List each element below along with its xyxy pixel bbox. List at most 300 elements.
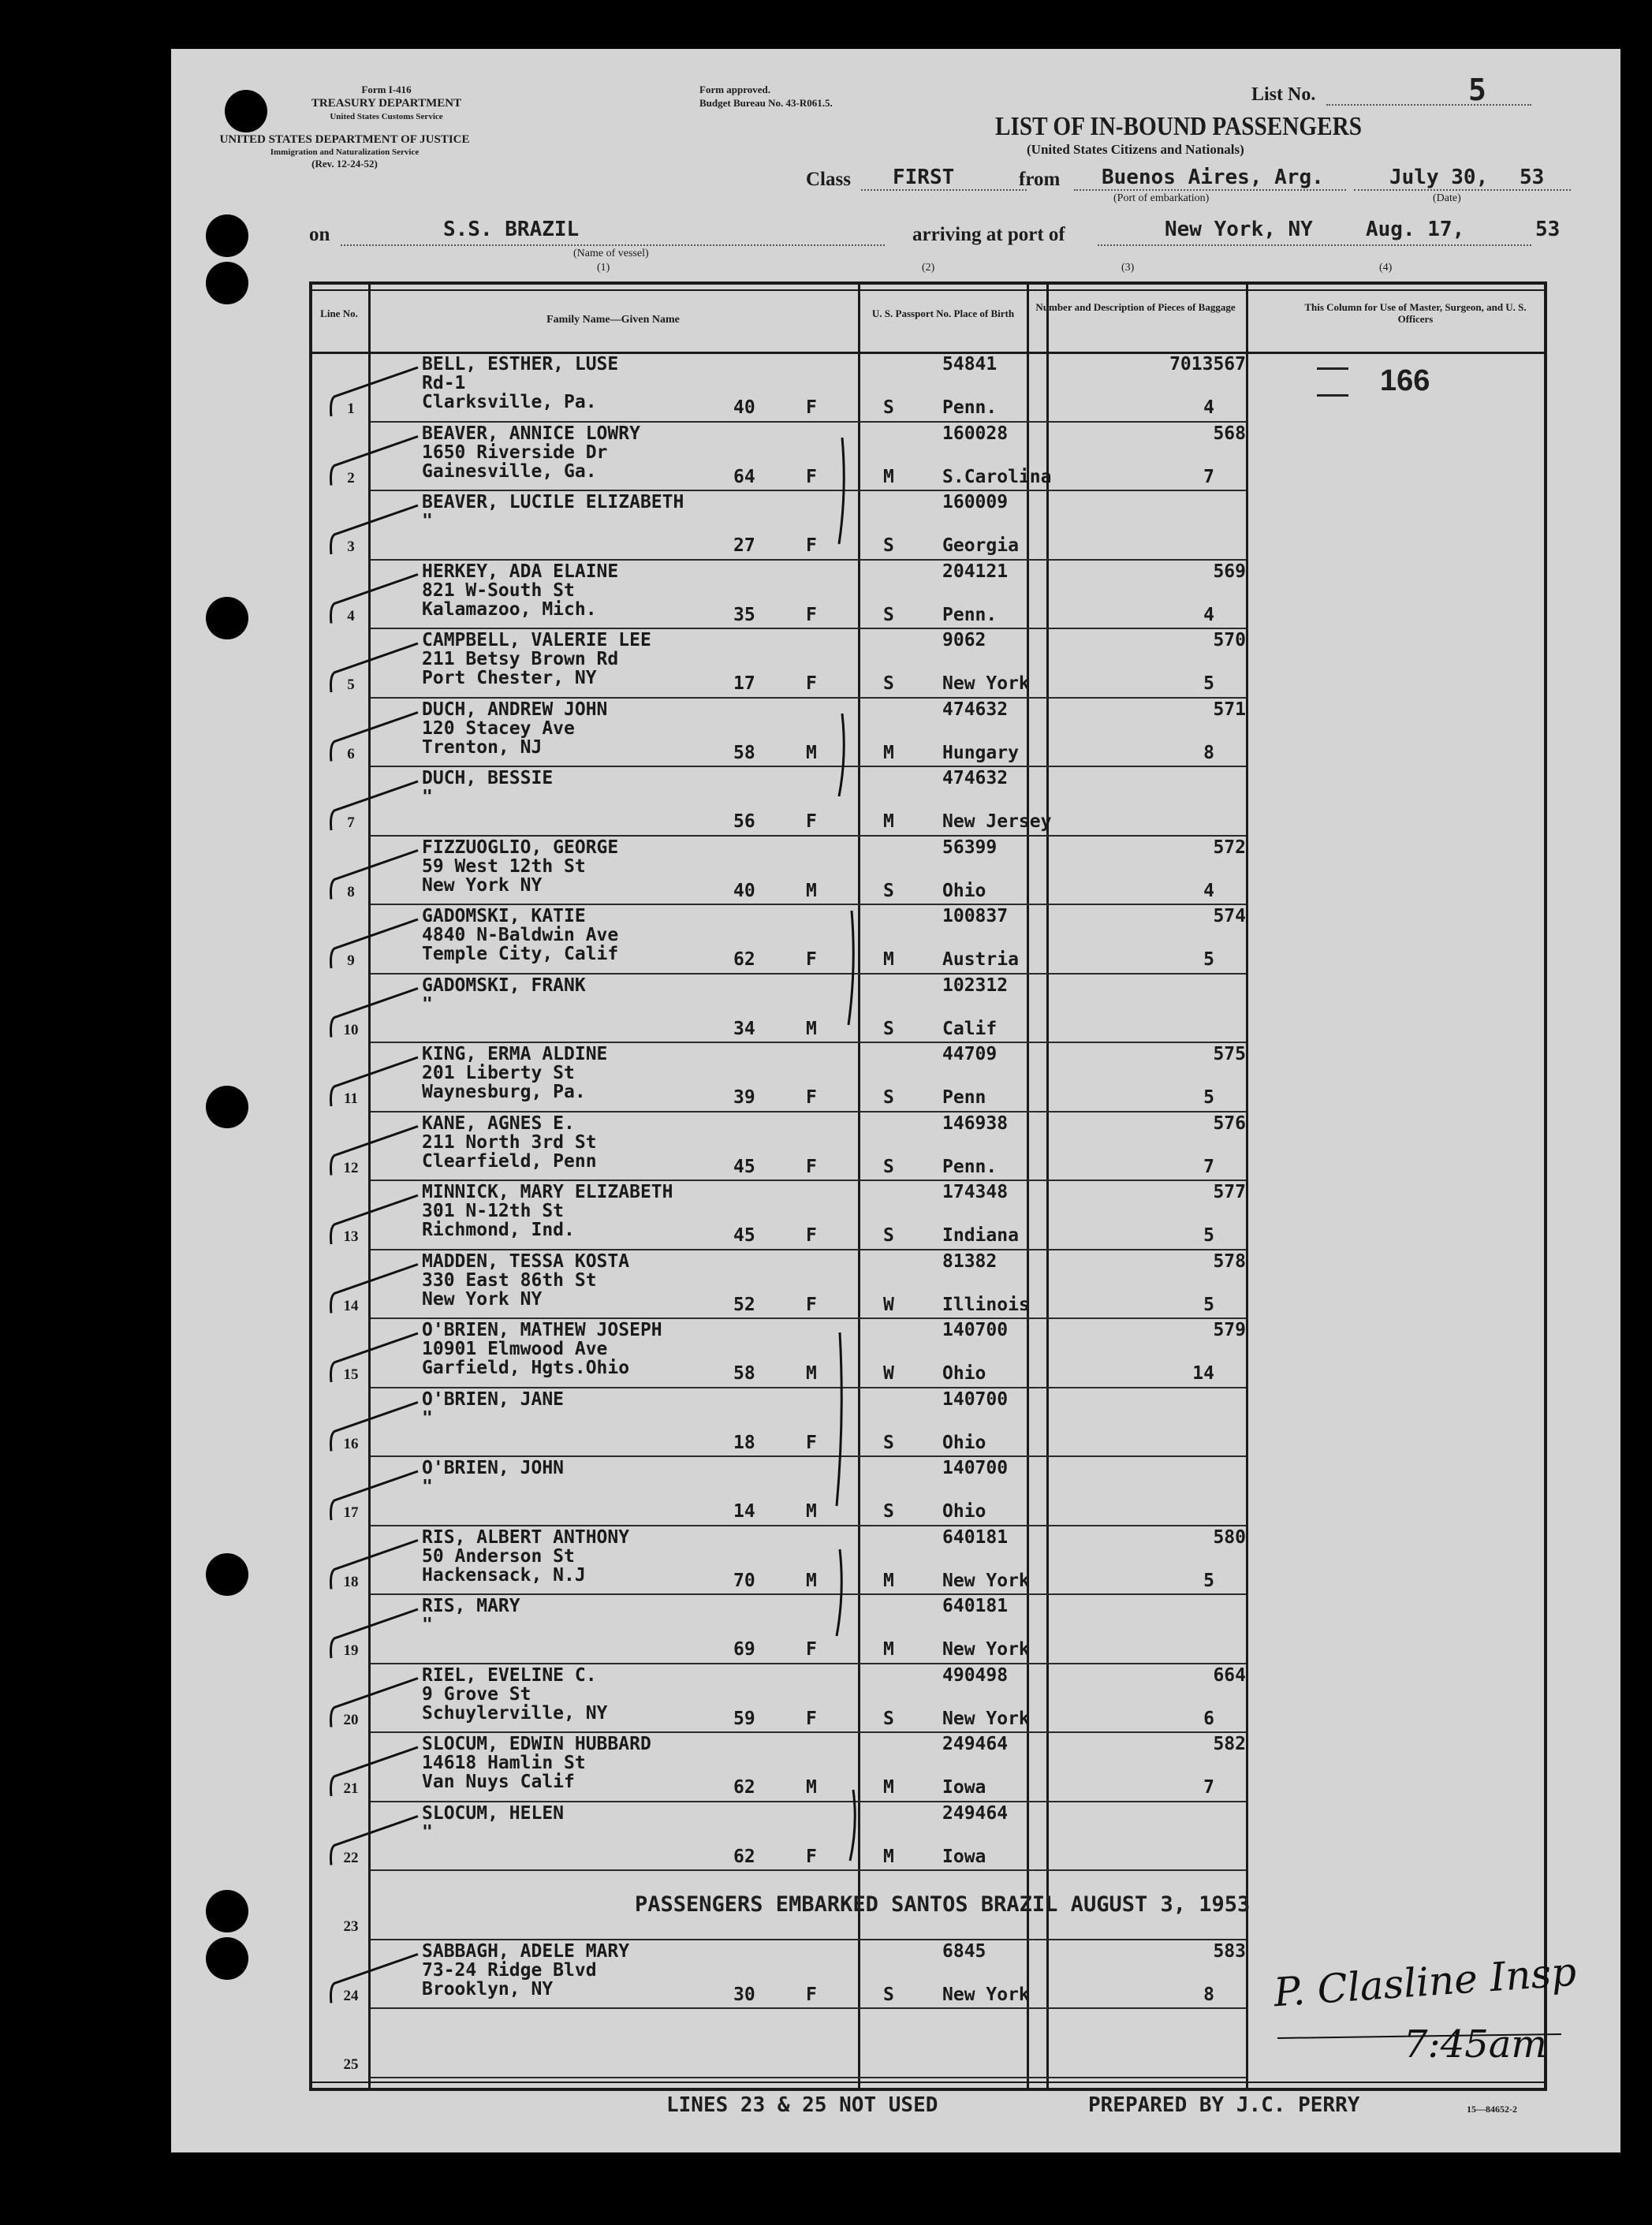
passenger-sex: M	[806, 742, 817, 763]
agency-justice: UNITED STATES DEPARTMENT OF JUSTICE	[219, 133, 470, 146]
passenger-name: GADOMSKI, FRANK	[422, 975, 586, 996]
from-caption: (Port of embarkation)	[1113, 192, 1210, 204]
place-of-birth: Iowa	[942, 1777, 986, 1798]
place-of-birth: New York	[942, 1639, 1030, 1660]
passenger-age: 58	[733, 742, 755, 763]
passport-number: 44709	[942, 1044, 998, 1064]
baggage-tag: 574	[1213, 906, 1246, 926]
passenger-name: O'BRIEN, MATHEW JOSEPH	[422, 1320, 662, 1340]
passport-number: 100837	[942, 906, 1009, 926]
passenger-sex: M	[806, 880, 817, 901]
baggage-tag: 575	[1213, 1044, 1246, 1064]
marital-status: S	[883, 673, 894, 694]
passenger-name: HERKEY, ADA ELAINE	[422, 561, 619, 582]
passenger-age: 40	[733, 397, 755, 418]
form-number: Form I-416	[361, 84, 412, 95]
baggage-count: 5	[1203, 673, 1214, 694]
passport-number: 56399	[942, 837, 998, 858]
line-number: 14	[343, 1297, 359, 1314]
passenger-sex: F	[806, 1294, 817, 1315]
place-of-birth: S.Carolina	[942, 466, 1052, 487]
punch-hole	[206, 1890, 248, 1932]
passport-number: 174348	[942, 1182, 1009, 1202]
footer-rule	[309, 2082, 1547, 2083]
punch-hole	[225, 90, 267, 132]
passport-number: 140700	[942, 1320, 1009, 1340]
marital-status: S	[883, 1018, 894, 1039]
agency-customs: United States Customs Service	[330, 112, 443, 121]
passenger-name: DUCH, ANDREW JOHN	[422, 699, 608, 720]
passenger-address: "	[422, 787, 433, 807]
port-line	[1098, 244, 1531, 246]
line-number: 17	[343, 1504, 359, 1521]
passenger-age: 64	[733, 466, 755, 487]
passenger-name: BEAVER, ANNICE LOWRY	[422, 423, 640, 444]
marital-status: S	[883, 397, 894, 418]
vessel-name: S.S. BRAZIL	[443, 218, 580, 241]
passenger-name: MINNICK, MARY ELIZABETH	[422, 1182, 673, 1202]
passport-number: 474632	[942, 699, 1009, 720]
baggage-tag: 578	[1213, 1250, 1246, 1272]
passenger-sex: M	[806, 1363, 817, 1384]
place-of-birth: Ohio	[942, 1363, 986, 1384]
baggage-tag: 579	[1213, 1320, 1246, 1340]
baggage-count: 6	[1203, 1708, 1214, 1729]
baggage-tag: 571	[1213, 699, 1246, 720]
baggage-tag: 582	[1213, 1734, 1246, 1754]
baggage-count: 5	[1203, 1087, 1214, 1108]
officer-count: 166	[1380, 364, 1430, 397]
passenger-sex: F	[806, 604, 817, 625]
line-number: 8	[347, 883, 355, 900]
passenger-age: 40	[733, 880, 755, 901]
line-number: 23	[343, 1918, 359, 1935]
baggage-count: 7	[1203, 1777, 1214, 1798]
place-of-birth: Penn.	[942, 397, 998, 418]
baggage-count: 7	[1203, 1156, 1214, 1177]
inspection-time: 7:45am	[1404, 2022, 1547, 2067]
passenger-address: 50 Anderson St	[422, 1545, 575, 1567]
passenger-age: 45	[733, 1225, 755, 1246]
passenger-sex: F	[806, 1708, 817, 1729]
passenger-city: Van Nuys Calif	[422, 1772, 575, 1792]
inspector-signature: P. Clasline Insp	[1272, 1948, 1578, 2016]
row-divider	[371, 2007, 1246, 2009]
budget-bureau: Budget Bureau No. 43-R061.5.	[699, 97, 833, 109]
passenger-name: O'BRIEN, JANE	[422, 1388, 565, 1410]
from-line	[1074, 189, 1346, 191]
arrival-port: New York, NY	[1165, 218, 1313, 241]
col-divider	[858, 281, 860, 2091]
line-number: 18	[343, 1573, 359, 1590]
marital-status: W	[883, 1294, 894, 1315]
line-number: 24	[343, 1987, 359, 2004]
passenger-city: New York NY	[422, 874, 543, 896]
class-value: FIRST	[893, 166, 955, 189]
passport-number: 474632	[942, 768, 1009, 788]
passenger-age: 17	[733, 673, 755, 694]
passenger-city: Waynesburg, Pa.	[422, 1082, 586, 1102]
passenger-age: 27	[733, 535, 755, 556]
col-header-officers: This Column for Use of Master, Surgeon, and U. S. Officers	[1304, 301, 1527, 325]
marital-status: S	[883, 1501, 894, 1522]
line-number: 12	[343, 1159, 359, 1176]
passenger-age: 34	[733, 1018, 755, 1039]
passenger-age: 52	[733, 1294, 755, 1315]
passenger-address: 4840 N-Baldwin Ave	[422, 925, 619, 945]
passenger-sex: F	[806, 1639, 817, 1660]
passenger-sex: F	[806, 397, 817, 418]
passport-number: 140700	[942, 1388, 1009, 1410]
baggage-tag: 569	[1213, 561, 1246, 582]
place-of-birth: Penn.	[942, 1156, 998, 1177]
marital-status: M	[883, 742, 894, 763]
passport-number: 490498	[942, 1664, 1009, 1686]
caption-4: (4)	[1379, 262, 1393, 274]
line-number: 13	[343, 1228, 359, 1245]
passport-number: 140700	[942, 1458, 1009, 1478]
passenger-age: 59	[733, 1708, 755, 1729]
marital-status: S	[883, 535, 894, 556]
passenger-age: 35	[733, 604, 755, 625]
baggage-count: 7	[1203, 466, 1214, 487]
date-caption: (Date)	[1433, 192, 1461, 204]
baggage-tag: 7013567	[1169, 354, 1246, 375]
passport-number: 640181	[942, 1526, 1009, 1548]
line-number: 15	[343, 1366, 359, 1383]
punch-hole	[206, 214, 248, 257]
passport-number: 102312	[942, 975, 1009, 996]
passenger-name: RIS, ALBERT ANTHONY	[422, 1526, 630, 1548]
manifest-subtitle: (United States Citizens and Nationals)	[1027, 142, 1244, 157]
list-no-value: 5	[1468, 73, 1486, 107]
passenger-address: "	[422, 993, 433, 1015]
passenger-city: Clearfield, Penn	[422, 1150, 597, 1172]
class-line	[861, 189, 1027, 191]
list-no-label: List No.	[1251, 84, 1316, 105]
passenger-address: 330 East 86th St	[422, 1269, 597, 1291]
passenger-name: SLOCUM, HELEN	[422, 1802, 565, 1824]
col-header-name: Family Name—Given Name	[546, 314, 680, 326]
punch-hole	[206, 597, 248, 639]
passenger-address: "	[422, 1407, 433, 1429]
marital-status: S	[883, 1708, 894, 1729]
line-number: 16	[343, 1435, 359, 1452]
passenger-address: 73-24 Ridge Blvd	[422, 1959, 597, 1981]
punch-hole	[206, 1937, 248, 1980]
marital-status: M	[883, 949, 894, 970]
line-number: 20	[343, 1711, 359, 1728]
baggage-count: 4	[1203, 397, 1214, 418]
passenger-name: GADOMSKI, KATIE	[422, 906, 586, 926]
passenger-city: Clarksville, Pa.	[422, 392, 597, 412]
caption-2: (2)	[922, 262, 935, 274]
place-of-birth: Penn	[942, 1087, 986, 1108]
passenger-address: 301 N-12th St	[422, 1201, 565, 1221]
col-divider	[1046, 281, 1049, 2091]
col-divider	[368, 281, 371, 2091]
form-revision: (Rev. 12-24-52)	[311, 158, 378, 170]
baggage-tag: 577	[1213, 1182, 1246, 1202]
baggage-tag: 580	[1213, 1526, 1246, 1548]
col-divider	[1027, 281, 1029, 2091]
passenger-name: MADDEN, TESSA KOSTA	[422, 1250, 630, 1272]
baggage-count: 5	[1203, 1294, 1214, 1315]
passenger-sex: F	[806, 535, 817, 556]
list-no-line	[1326, 104, 1531, 106]
marital-status: M	[883, 1777, 894, 1798]
passenger-name: BELL, ESTHER, LUSE	[422, 354, 619, 375]
passenger-age: 30	[733, 1984, 755, 2005]
marital-status: S	[883, 1225, 894, 1246]
passenger-city: Garfield, Hgts.Ohio	[422, 1358, 630, 1378]
line-number: 2	[347, 469, 355, 486]
baggage-count: 8	[1203, 742, 1214, 763]
passenger-sex: F	[806, 1156, 817, 1177]
passport-number: 9062	[942, 630, 986, 650]
punch-hole	[206, 1553, 248, 1596]
form-approval: Form approved.	[699, 84, 771, 95]
passenger-city: Port Chester, NY	[422, 668, 597, 688]
passport-number: 204121	[942, 561, 1009, 582]
from-value: Buenos Aires, Arg.	[1102, 166, 1324, 189]
passenger-sex: F	[806, 466, 817, 487]
class-label: Class	[806, 169, 851, 190]
marital-status: M	[883, 811, 894, 832]
passenger-address: 9 Grove St	[422, 1683, 531, 1705]
passenger-city: Trenton, NJ	[422, 736, 543, 758]
passenger-city: Schuylerville, NY	[422, 1702, 608, 1724]
place-of-birth: Ohio	[942, 880, 986, 901]
baggage-count: 4	[1203, 880, 1214, 901]
baggage-tag: 664	[1213, 1664, 1246, 1686]
passenger-age: 56	[733, 811, 755, 832]
marital-status: S	[883, 1432, 894, 1453]
header-rule	[309, 289, 1547, 291]
baggage-count: 4	[1203, 604, 1214, 625]
manifest-title: LIST OF IN-BOUND PASSENGERS	[995, 112, 1362, 141]
passenger-age: 58	[733, 1363, 755, 1384]
passenger-age: 70	[733, 1570, 755, 1591]
passenger-name: SABBAGH, ADELE MARY	[422, 1940, 630, 1962]
marital-status: S	[883, 1087, 894, 1108]
passenger-city: Temple City, Calif	[422, 944, 619, 964]
baggage-tag: 570	[1213, 630, 1246, 650]
passenger-address: 14618 Hamlin St	[422, 1753, 586, 1773]
passenger-sex: M	[806, 1570, 817, 1591]
passenger-address: "	[422, 1477, 433, 1497]
embark-year: 53	[1520, 166, 1545, 189]
baggage-count: 14	[1192, 1363, 1214, 1384]
passenger-address: 10901 Elmwood Ave	[422, 1339, 608, 1359]
passenger-name: DUCH, BESSIE	[422, 768, 554, 788]
baggage-count: 8	[1203, 1984, 1214, 2005]
marital-status: S	[883, 1984, 894, 2005]
passenger-city: Kalamazoo, Mich.	[422, 598, 597, 620]
passenger-sex: F	[806, 811, 817, 832]
passenger-sex: F	[806, 1984, 817, 2005]
row-divider	[371, 2077, 1246, 2078]
place-of-birth: New York	[942, 1570, 1030, 1591]
passenger-address: "	[422, 1821, 433, 1843]
passenger-address: 59 West 12th St	[422, 855, 586, 877]
passenger-sex: F	[806, 673, 817, 694]
passport-number: 640181	[942, 1596, 1009, 1616]
marital-status: M	[883, 1846, 894, 1867]
col-header-line: Line No.	[320, 307, 358, 319]
place-of-birth: Illinois	[942, 1294, 1030, 1315]
passenger-age: 18	[733, 1432, 755, 1453]
place-of-birth: Hungary	[942, 742, 1019, 763]
place-of-birth: Ohio	[942, 1501, 986, 1522]
punch-hole	[206, 1086, 248, 1128]
place-of-birth: Ohio	[942, 1432, 986, 1453]
line-number: 19	[343, 1642, 359, 1659]
line-number: 11	[344, 1090, 358, 1107]
passport-number: 249464	[942, 1802, 1009, 1824]
marital-status: S	[883, 880, 894, 901]
line-number: 5	[347, 676, 355, 693]
col-header-baggage: Number and Description of Pieces of Baggage	[1035, 301, 1236, 313]
passenger-city: New York NY	[422, 1288, 543, 1310]
arrival-year: 53	[1535, 218, 1561, 241]
passport-number: 146938	[942, 1112, 1009, 1134]
place-of-birth: New York	[942, 1708, 1030, 1729]
passenger-address: 211 North 3rd St	[422, 1131, 597, 1153]
marital-status: S	[883, 604, 894, 625]
passenger-address: 201 Liberty St	[422, 1063, 575, 1083]
col-header-passport: U. S. Passport No. Place of Birth	[871, 307, 1015, 319]
passenger-sex: F	[806, 1087, 817, 1108]
place-of-birth: Indiana	[942, 1225, 1019, 1246]
passenger-age: 69	[733, 1639, 755, 1660]
line-number: 3	[347, 539, 355, 555]
baggage-count: 5	[1203, 1570, 1214, 1591]
passenger-address: "	[422, 511, 433, 531]
prepared-by: PREPARED BY J.C. PERRY	[1088, 2093, 1360, 2117]
line-number: 1	[347, 401, 355, 417]
line-number: 9	[347, 952, 355, 969]
passenger-city: Gainesville, Ga.	[422, 460, 597, 482]
date-line	[1354, 189, 1571, 191]
agency-ins: Immigration and Naturalization Service	[270, 147, 420, 157]
print-code: 15—84652-2	[1467, 2104, 1517, 2115]
passenger-age: 62	[733, 1777, 755, 1798]
arriving-label: arriving at port of	[912, 224, 1065, 245]
passenger-address: Rd-1	[422, 373, 466, 393]
line-number: 10	[343, 1021, 359, 1038]
line-number: 4	[347, 607, 355, 624]
passenger-city: Richmond, Ind.	[422, 1220, 575, 1240]
passenger-sex: M	[806, 1777, 817, 1798]
passenger-address: 821 W-South St	[422, 580, 575, 601]
passenger-address: 120 Stacey Ave	[422, 717, 575, 739]
marital-status: S	[883, 1156, 894, 1177]
passenger-name: CAMPBELL, VALERIE LEE	[422, 630, 651, 650]
passport-number: 160009	[942, 492, 1009, 512]
from-label: from	[1019, 169, 1061, 190]
passport-number: 54841	[942, 354, 998, 375]
passenger-age: 45	[733, 1156, 755, 1177]
passenger-name: FIZZUOGLIO, GEORGE	[422, 837, 619, 858]
passenger-sex: F	[806, 1225, 817, 1246]
passenger-name: KANE, AGNES E.	[422, 1112, 575, 1134]
passenger-name: RIEL, EVELINE C.	[422, 1664, 597, 1686]
col-divider	[1246, 281, 1248, 2091]
passenger-age: 62	[733, 949, 755, 970]
caption-3: (3)	[1121, 262, 1135, 274]
passenger-sex: F	[806, 949, 817, 970]
baggage-tag: 576	[1213, 1112, 1246, 1134]
passenger-address: 1650 Riverside Dr	[422, 442, 608, 463]
baggage-count: 5	[1203, 949, 1214, 970]
place-of-birth: New Jersey	[942, 811, 1052, 832]
line-number: 25	[343, 2056, 359, 2073]
passenger-sex: F	[806, 1846, 817, 1867]
santos-note: PASSENGERS EMBARKED SANTOS BRAZIL AUGUST 3, 1953	[635, 1892, 1251, 1917]
marital-status: M	[883, 1570, 894, 1591]
passport-number: 81382	[942, 1250, 998, 1272]
passport-number: 6845	[942, 1940, 986, 1962]
passenger-name: RIS, MARY	[422, 1596, 520, 1616]
place-of-birth: New York	[942, 1984, 1030, 2005]
line-number: 21	[343, 1780, 359, 1797]
passenger-age: 14	[733, 1501, 755, 1522]
unused-lines-note: LINES 23 & 25 NOT USED	[666, 2093, 938, 2117]
passenger-name: SLOCUM, EDWIN HUBBARD	[422, 1734, 651, 1754]
caption-1: (1)	[597, 262, 610, 274]
marital-status: M	[883, 1639, 894, 1660]
place-of-birth: New York	[942, 673, 1030, 694]
passenger-name: O'BRIEN, JOHN	[422, 1458, 565, 1478]
baggage-tag: 583	[1213, 1940, 1246, 1962]
agency-treasury: TREASURY DEPARTMENT	[311, 97, 462, 110]
baggage-tag: 568	[1213, 423, 1246, 444]
passenger-address: 211 Betsy Brown Rd	[422, 649, 619, 669]
on-label: on	[309, 224, 330, 245]
passenger-age: 62	[733, 1846, 755, 1867]
passenger-age: 39	[733, 1087, 755, 1108]
line-number: 7	[347, 814, 355, 831]
baggage-count: 5	[1203, 1225, 1214, 1246]
passenger-name: BEAVER, LUCILE ELIZABETH	[422, 492, 684, 512]
embark-date: July 30,	[1389, 166, 1489, 189]
line-number: 22	[343, 1849, 359, 1866]
marital-status: M	[883, 466, 894, 487]
passenger-city: Brooklyn, NY	[422, 1978, 554, 2000]
row-divider	[371, 1869, 1246, 1871]
marital-status: W	[883, 1363, 894, 1384]
passenger-sex: M	[806, 1018, 817, 1039]
passenger-city: Hackensack, N.J	[422, 1564, 586, 1586]
passport-number: 249464	[942, 1734, 1009, 1754]
passenger-name: KING, ERMA ALDINE	[422, 1044, 608, 1064]
place-of-birth: Austria	[942, 949, 1019, 970]
arrival-date: Aug. 17,	[1366, 218, 1465, 241]
line-number: 6	[347, 745, 355, 762]
passenger-sex: M	[806, 1501, 817, 1522]
place-of-birth: Calif	[942, 1018, 998, 1039]
place-of-birth: Iowa	[942, 1846, 986, 1867]
punch-hole	[206, 262, 248, 304]
place-of-birth: Penn.	[942, 604, 998, 625]
baggage-tag: 572	[1213, 837, 1246, 858]
place-of-birth: Georgia	[942, 535, 1019, 556]
vessel-line	[341, 244, 885, 246]
passport-number: 160028	[942, 423, 1009, 444]
passenger-sex: F	[806, 1432, 817, 1453]
passenger-address: "	[422, 1615, 433, 1635]
